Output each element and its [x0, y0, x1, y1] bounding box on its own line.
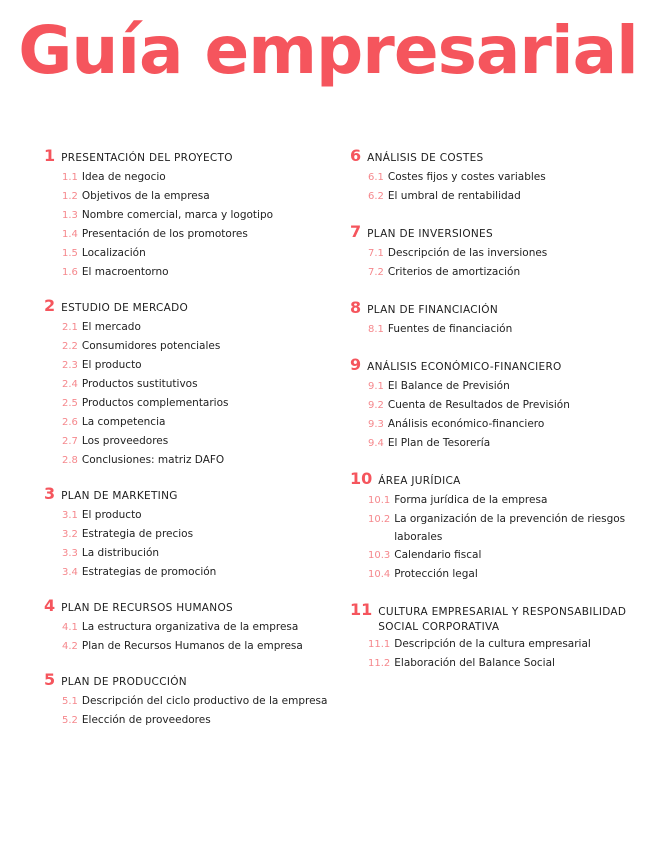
item-label: Fuentes de financiación: [387, 323, 513, 335]
item-number: 2.7: [62, 436, 78, 447]
section-heading: [44, 146, 344, 168]
list-item: [44, 544, 344, 563]
section-title: PLAN DE FINANCIACIÓN: [367, 304, 498, 316]
item-number: 1.3: [62, 210, 78, 221]
item-label: El Balance de Previsión: [387, 380, 510, 392]
item-number: 9.3: [368, 419, 384, 430]
item-number: 2.4: [62, 379, 78, 390]
section-number: 2: [44, 296, 56, 315]
list-item: [44, 563, 344, 582]
item-label: Estrategias de promoción: [81, 566, 217, 578]
item-number: 9.2: [368, 400, 384, 411]
item-label: Forma jurídica de la empresa: [394, 494, 548, 506]
section-heading: [44, 596, 344, 618]
list-item: [350, 565, 650, 584]
section-heading: [44, 670, 344, 692]
list-item: [350, 187, 650, 206]
list-item: [44, 711, 344, 730]
page-title: Guía empresarial: [18, 12, 638, 89]
list-item: [350, 491, 650, 510]
item-label: Análisis económico-financiero: [387, 418, 545, 430]
list-item: [350, 434, 650, 453]
section-number: 11: [350, 600, 373, 619]
list-item: [44, 337, 344, 356]
section-number: 4: [44, 596, 56, 615]
list-item: [44, 375, 344, 394]
section-heading: [350, 298, 650, 320]
item-label: Los proveedores: [81, 435, 169, 447]
item-label: Descripción de las inversiones: [387, 247, 548, 259]
list-item: [44, 206, 344, 225]
item-number: 7.2: [368, 267, 384, 278]
item-label: La competencia: [81, 416, 166, 428]
item-label: Protección legal: [394, 568, 478, 580]
section-title: ÁREA JURÍDICA: [378, 475, 461, 487]
list-item: [350, 377, 650, 396]
item-label: Localización: [81, 247, 146, 259]
section-1: [44, 146, 344, 282]
item-number: 2.2: [62, 341, 78, 352]
section-number: 1: [44, 146, 56, 165]
item-number: 11.2: [368, 658, 391, 669]
list-item: [44, 394, 344, 413]
section-number: 6: [350, 146, 362, 165]
list-item: [350, 396, 650, 415]
section-title: ANÁLISIS ECONÓMICO-FINANCIERO: [367, 361, 562, 373]
section-heading: [44, 484, 344, 506]
item-number: 3.4: [62, 567, 78, 578]
list-item: [44, 356, 344, 375]
item-label: La estructura organizativa de la empresa: [81, 621, 299, 633]
section-title: CULTURA EMPRESARIAL Y RESPONSABILIDAD SOCIAL CORPORATIVA: [378, 606, 627, 633]
item-number: 6.2: [368, 191, 384, 202]
item-label: Cuenta de Resultados de Previsión: [387, 399, 570, 411]
section-number: 5: [44, 670, 56, 689]
item-number: 5.1: [62, 696, 78, 707]
list-item: [44, 187, 344, 206]
item-label: El producto: [81, 509, 142, 521]
item-label: El producto: [81, 359, 142, 371]
list-item: [350, 263, 650, 282]
section-10: [350, 469, 650, 584]
item-number: 2.5: [62, 398, 78, 409]
section-7: [350, 222, 650, 282]
item-label: Productos complementarios: [81, 397, 229, 409]
list-item: [44, 525, 344, 544]
list-item: [44, 692, 344, 711]
item-label: Plan de Recursos Humanos de la empresa: [81, 640, 303, 652]
section-title: PRESENTACIÓN DEL PROYECTO: [61, 152, 233, 164]
section-heading: [350, 222, 650, 244]
list-item: [44, 451, 344, 470]
item-label: Costes fijos y costes variables: [387, 171, 546, 183]
item-label: Productos sustitutivos: [81, 378, 198, 390]
item-number: 10.1: [368, 495, 391, 506]
section-3: [44, 484, 344, 582]
list-item: [44, 263, 344, 282]
list-item: [44, 413, 344, 432]
item-label: La distribución: [81, 547, 160, 559]
item-number: 10.4: [368, 569, 391, 580]
list-item: [350, 168, 650, 187]
section-number: 10: [350, 469, 373, 488]
list-item: [44, 618, 344, 637]
item-number: 10.3: [368, 550, 391, 561]
section-heading: [44, 296, 344, 318]
item-number: 9.4: [368, 438, 384, 449]
section-number: 7: [350, 222, 362, 241]
item-number: 4.1: [62, 622, 78, 633]
list-item: [350, 546, 650, 565]
item-number: 1.6: [62, 267, 78, 278]
list-item: [350, 635, 650, 654]
item-label: Descripción de la cultura empresarial: [394, 638, 591, 650]
section-6: [350, 146, 650, 206]
section-heading: [350, 146, 650, 168]
list-item: [44, 318, 344, 337]
list-item: [44, 244, 344, 263]
section-title: PLAN DE MARKETING: [61, 490, 178, 502]
section-number: 9: [350, 355, 362, 374]
list-item: [44, 168, 344, 187]
list-item: [350, 510, 650, 546]
item-label: Criterios de amortización: [387, 266, 521, 278]
item-number: 1.1: [62, 172, 78, 183]
section-title: ESTUDIO DE MERCADO: [61, 302, 189, 314]
list-item: [350, 654, 650, 673]
section-title: PLAN DE PRODUCCIÓN: [61, 676, 187, 688]
list-item: [44, 225, 344, 244]
item-number: 2.1: [62, 322, 78, 333]
list-item: [350, 415, 650, 434]
item-number: 2.3: [62, 360, 78, 371]
item-number: 9.1: [368, 381, 384, 392]
item-label: La organización de la prevención de riesgos laborales: [394, 513, 626, 543]
item-label: Consumidores potenciales: [81, 340, 221, 352]
item-label: Presentación de los promotores: [81, 228, 248, 240]
item-label: El Plan de Tesorería: [387, 437, 491, 449]
item-number: 6.1: [368, 172, 384, 183]
section-2: [44, 296, 344, 470]
item-number: 3.3: [62, 548, 78, 559]
item-label: Objetivos de la empresa: [81, 190, 210, 202]
item-number: 2.8: [62, 455, 78, 466]
section-title: PLAN DE INVERSIONES: [367, 228, 493, 240]
item-number: 2.6: [62, 417, 78, 428]
section-5: [44, 670, 344, 730]
section-heading: [350, 600, 650, 635]
section-title: ANÁLISIS DE COSTES: [367, 152, 484, 164]
item-label: El mercado: [81, 321, 141, 333]
list-item: [350, 320, 650, 339]
list-item: [44, 432, 344, 451]
list-item: [44, 637, 344, 656]
item-label: Calendario fiscal: [394, 549, 482, 561]
left-column: [44, 146, 344, 744]
item-number: 3.1: [62, 510, 78, 521]
item-number: 1.5: [62, 248, 78, 259]
item-number: 5.2: [62, 715, 78, 726]
item-label: Nombre comercial, marca y logotipo: [81, 209, 274, 221]
list-item: [44, 506, 344, 525]
item-number: 7.1: [368, 248, 384, 259]
item-label: Conclusiones: matriz DAFO: [81, 454, 225, 466]
item-number: 3.2: [62, 529, 78, 540]
section-8: [350, 298, 650, 339]
section-number: 3: [44, 484, 56, 503]
item-label: Elección de proveedores: [81, 714, 211, 726]
item-label: Idea de negocio: [81, 171, 166, 183]
right-column: [350, 146, 650, 689]
item-label: Elaboración del Balance Social: [394, 657, 555, 669]
item-number: 1.2: [62, 191, 78, 202]
item-label: El macroentorno: [81, 266, 169, 278]
section-9: [350, 355, 650, 453]
item-number: 11.1: [368, 639, 391, 650]
item-number: 10.2: [368, 514, 391, 525]
item-number: 8.1: [368, 324, 384, 335]
item-label: El umbral de rentabilidad: [387, 190, 521, 202]
item-label: Descripción del ciclo productivo de la empresa: [81, 695, 328, 707]
section-number: 8: [350, 298, 362, 317]
item-label: Estrategia de precios: [81, 528, 194, 540]
section-title: PLAN DE RECURSOS HUMANOS: [61, 602, 233, 614]
section-heading: [350, 355, 650, 377]
section-heading: [350, 469, 650, 491]
list-item: [350, 244, 650, 263]
item-number: 4.2: [62, 641, 78, 652]
section-11: [350, 600, 650, 673]
item-number: 1.4: [62, 229, 78, 240]
section-4: [44, 596, 344, 656]
